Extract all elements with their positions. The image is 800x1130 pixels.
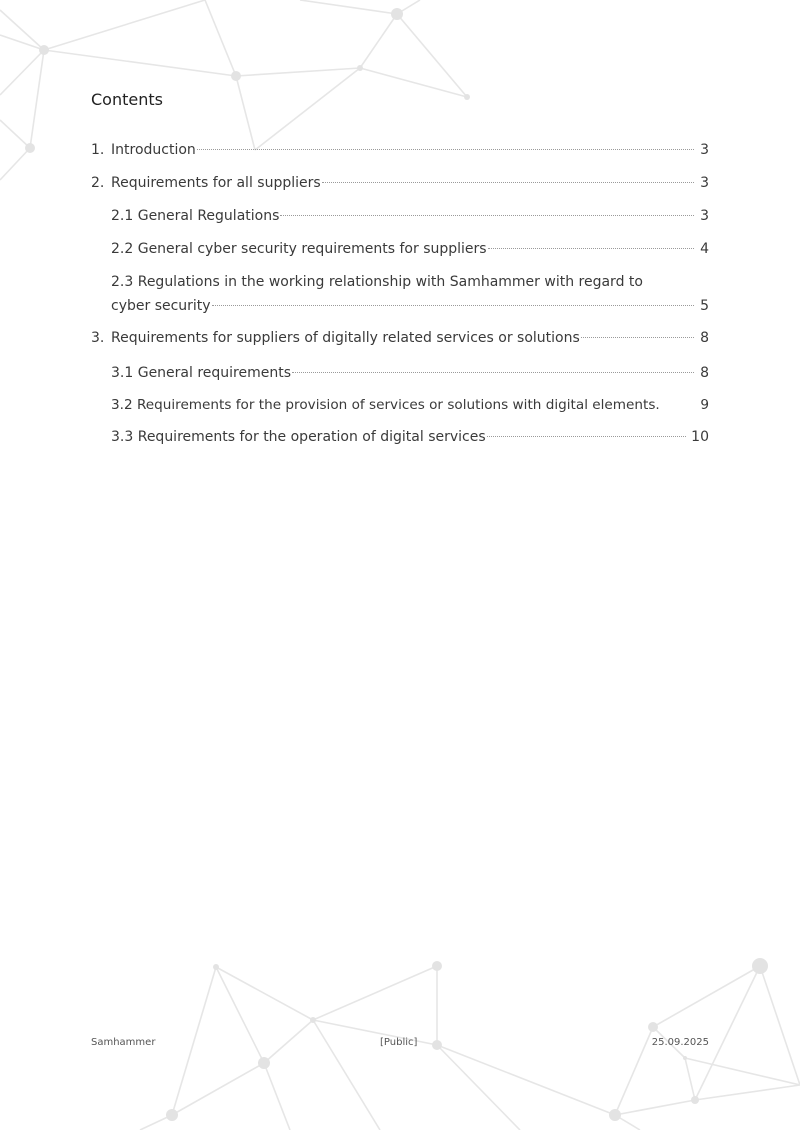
footer-date: 25.09.2025	[651, 1037, 709, 1048]
toc-entry-title: 3.3 Requirements for the operation of digital services	[111, 429, 486, 445]
toc-entry-general-requirements[interactable]	[111, 361, 709, 385]
toc-leader-dots	[322, 182, 694, 183]
footer-classification: [Public]	[380, 1037, 418, 1048]
toc-entry-number: 1.	[91, 142, 105, 158]
toc-entry-title: 3.1 General requirements	[111, 365, 292, 381]
toc-leader-dots	[212, 305, 694, 306]
toc-entry-title: 3.2 Requirements for the provision of services or solutions with digital elements.	[111, 397, 660, 413]
toc-entry-number: 3.	[91, 330, 105, 346]
toc-entry-title-line2: cyber security	[111, 298, 211, 314]
toc-leader-dots	[487, 436, 687, 437]
toc-entry-title: 2.2 General cyber security requirements for suppliers	[111, 241, 487, 257]
toc-entry-general-cyber-security[interactable]	[111, 237, 709, 261]
footer-company: Samhammer	[91, 1037, 156, 1048]
toc-entry-page: 10	[691, 429, 709, 445]
page-title: Contents	[91, 90, 163, 109]
toc-entry-title-line1: 2.3 Regulations in the working relationship with Samhammer with regard to	[111, 274, 643, 290]
toc-entry-title: Requirements for suppliers of digitally related services or solutions	[111, 330, 580, 346]
toc-entry-digital-suppliers[interactable]	[91, 326, 709, 350]
toc-entry-page: 3	[700, 175, 709, 191]
toc-entry-page: 5	[700, 298, 709, 314]
toc-leader-dots	[488, 248, 694, 249]
toc-entry-page: 9	[700, 397, 709, 413]
toc-entry-page: 4	[700, 241, 709, 257]
toc-entry-general-regulations[interactable]	[111, 204, 709, 228]
toc-entry-page: 3	[700, 208, 709, 224]
toc-entry-digital-services-operation[interactable]	[111, 425, 709, 449]
toc-entry-number: 2.	[91, 175, 105, 191]
toc-leader-dots	[197, 149, 694, 150]
toc-entry-requirements-all-suppliers[interactable]	[91, 171, 709, 195]
toc-entry-title: Requirements for all suppliers	[111, 175, 321, 191]
toc-entry-digital-elements[interactable]	[111, 393, 709, 417]
toc-entry-page: 8	[700, 365, 709, 381]
toc-leader-dots	[292, 372, 694, 373]
toc-leader-dots	[280, 215, 694, 216]
toc-entry-page: 3	[700, 142, 709, 158]
toc-entry-introduction[interactable]	[91, 138, 709, 162]
toc-leader-dots	[581, 337, 694, 338]
toc-entry-title: Introduction	[111, 142, 196, 158]
toc-entry-page: 8	[700, 330, 709, 346]
toc-entry-title: 2.1 General Regulations	[111, 208, 280, 224]
toc-entry-working-relationship[interactable]	[111, 270, 709, 318]
